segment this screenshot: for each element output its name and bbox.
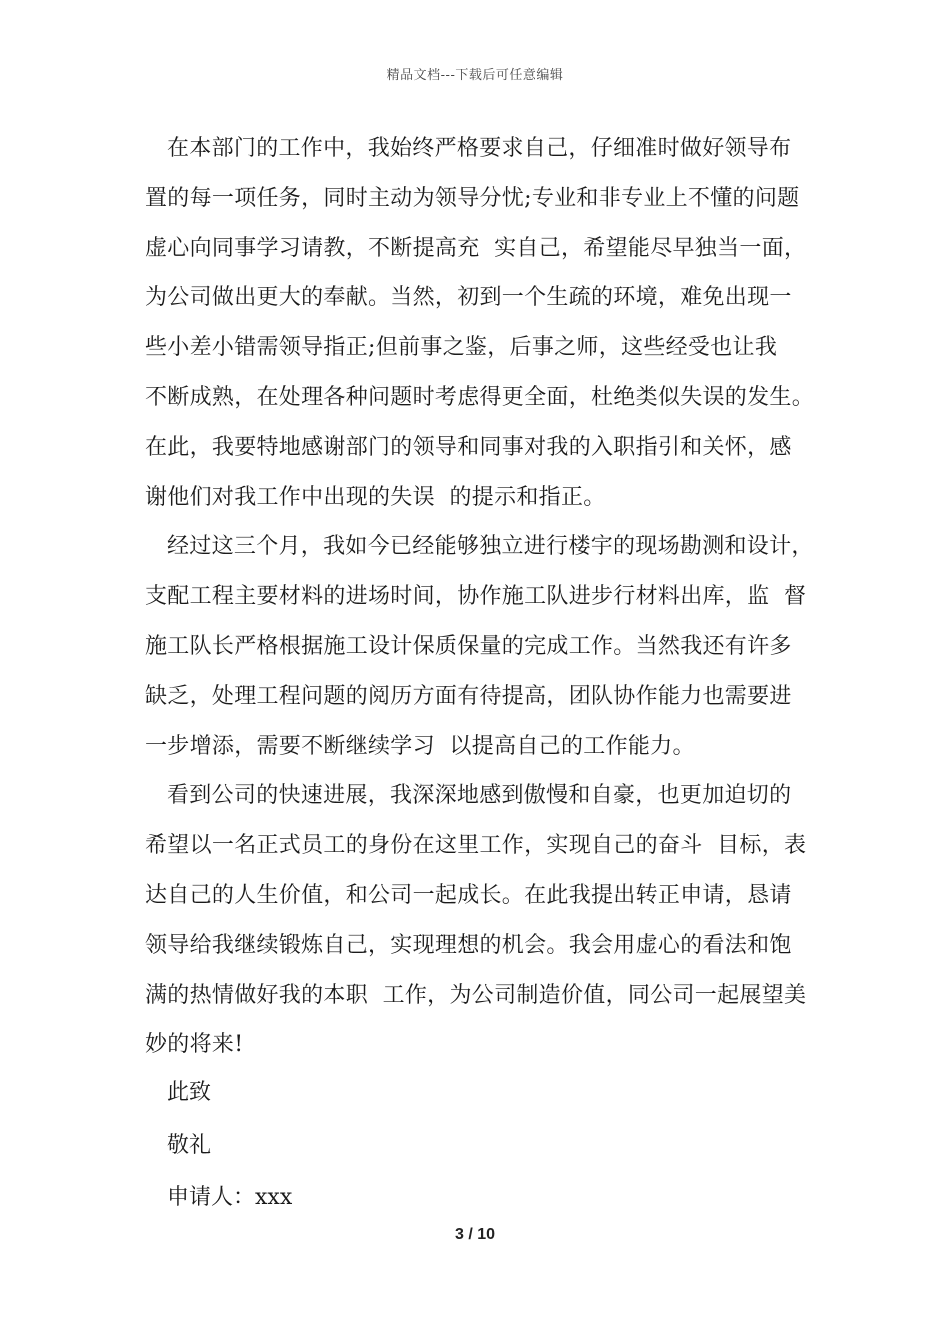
paragraph-line: 在此，我要特地感谢部门的领导和同事对我的入职指引和关怀，感: [145, 434, 792, 460]
paragraph-line: 领导给我继续锻炼自己，实现理想的机会。我会用虚心的看法和饱: [145, 932, 792, 958]
paragraph-line: 谢他们对我工作中出现的失误 的提示和指正。: [145, 484, 606, 510]
paragraph-line: 看到公司的快速进展，我深深地感到傲慢和自豪，也更加迫切的: [167, 783, 792, 809]
paragraph-line: 达自己的人生价值，和公司一起成长。在此我提出转正申请，恳请: [145, 882, 792, 908]
paragraph-line: 经过这三个月，我如今已经能够独立进行楼宇的现场勘测和设计，: [167, 534, 814, 560]
paragraph-line: 一步增添，需要不断继续学习 以提高自己的工作能力。: [145, 733, 695, 759]
page-number: 3 / 10: [454, 1226, 496, 1243]
paragraph-line: 虚心向同事学习请教，不断提高充 实自己，希望能尽早独当一面，: [145, 235, 807, 261]
paragraph-line: 为公司做出更大的奉献。当然，初到一个生疏的环境，难免出现一: [145, 285, 792, 311]
closing-salutation: 此致: [167, 1080, 212, 1105]
document-header: 精品文档---下载后可任意编辑: [386, 68, 564, 83]
paragraph-line: 置的每一项任务，同时主动为领导分忧;专业和非专业上不懂的问题: [145, 185, 800, 211]
paragraph-line: 在本部门的工作中，我始终严格要求自己，仔细准时做好领导布: [167, 136, 792, 161]
paragraph-line: 支配工程主要材料的进场时间，协作施工队进步行材料出库，监 督: [145, 584, 807, 610]
paragraph-line: 些小差小错需领导指正;但前事之鉴，后事之师，这些经受也让我: [145, 335, 778, 361]
applicant-signature: 申请人：xxx: [167, 1185, 293, 1210]
paragraph-line: 满的热情做好我的本职 工作，为公司制造价值，同公司一起展望美: [145, 982, 807, 1008]
paragraph-line: 希望以一名正式员工的身份在这里工作，实现自己的奋斗 目标，表: [145, 833, 807, 859]
paragraph-line: 缺乏，处理工程问题的阅历方面有待提高，团队协作能力也需要进: [145, 683, 792, 709]
paragraph-line: 妙的将来!: [145, 1032, 244, 1058]
document-body: [145, 124, 825, 1070]
closing-regards: 敬礼: [167, 1133, 212, 1158]
paragraph-line: 施工队长严格根据施工设计保质保量的完成工作。当然我还有许多: [145, 633, 792, 659]
paragraph-line: 不断成熟，在处理各种问题时考虑得更全面，杜绝类似失误的发生。: [145, 384, 815, 410]
